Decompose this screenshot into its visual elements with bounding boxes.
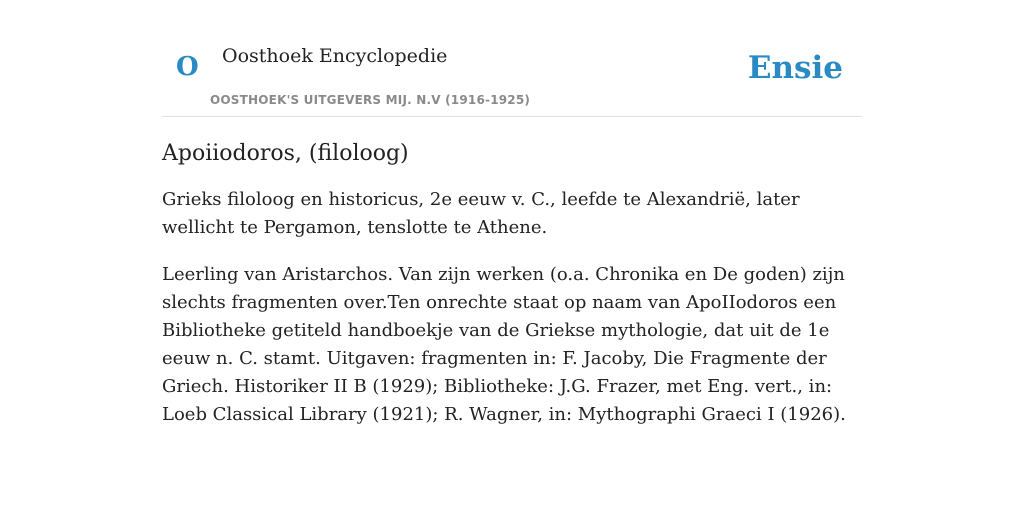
- article-paragraph: Grieks filoloog en historicus, 2e eeuw v. C., leefde te Alexandrië, later wellicht te Pergamon, tenslotte te Athene.: [162, 189, 800, 238]
- publication-title[interactable]: Oosthoek Encyclopedie: [222, 45, 448, 67]
- publisher-subtitle: OOSTHOEK'S UITGEVERS MIJ. N.V (1916-1925): [210, 93, 531, 107]
- ensie-logo-link[interactable]: Ensie: [747, 50, 843, 86]
- article-paragraph: Leerling van Aristarchos. Van zijn werken (o.a. Chronika en De goden) zijn slechts fragmenten over.Ten onrechte staat op naam van ApoIIodoros een Bibliotheke getiteld handboekje van de Griekse mythologie, dat uit de 1e eeuw n. C. stamt. Uitgaven: fragmenten in: F. Jacoby, Die Fragmente der Griech. Historiker II B (1929); Bibliotheke: J.G. Frazer, met Eng. vert., in: Loeb Classical Library (1921); R. Wagner, in: Mythographi Graeci I (1926).: [162, 264, 846, 425]
- article: [162, 138, 864, 448]
- publication-logo[interactable]: O: [176, 52, 199, 82]
- site-header: [162, 0, 862, 117]
- article-title: Apoiiodoros, (filoloog): [162, 141, 409, 166]
